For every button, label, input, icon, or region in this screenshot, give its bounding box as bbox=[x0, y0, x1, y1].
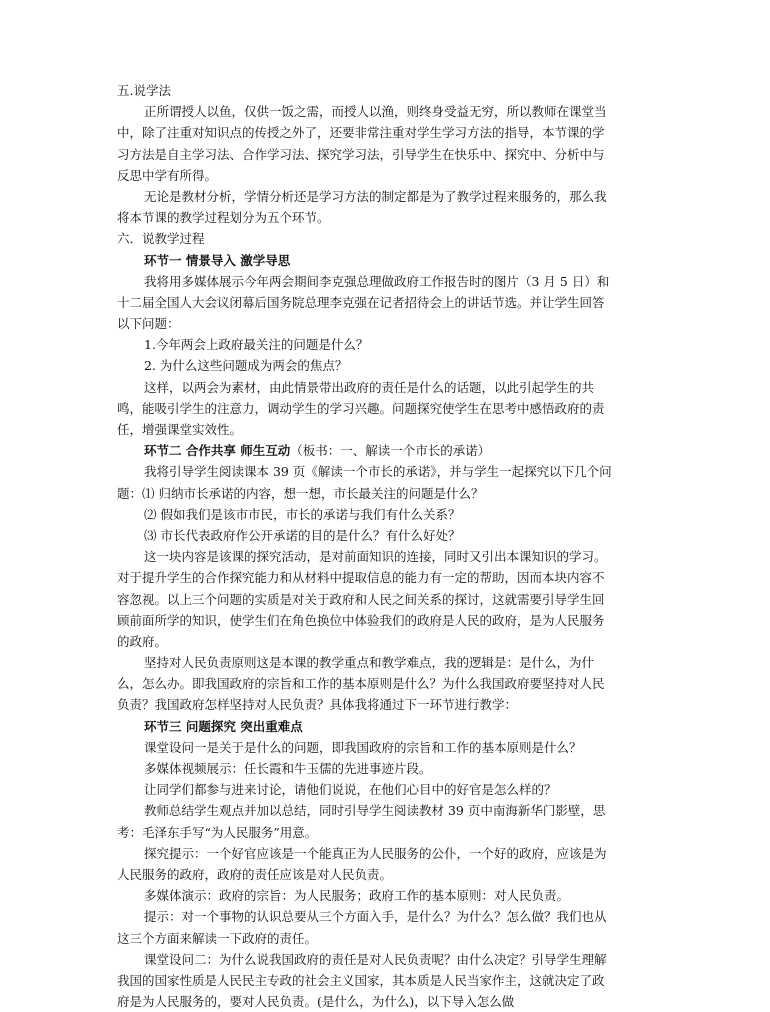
text-line-l2-q2: ⑵ 假如我们是该市市民，市长的承诺与我们有什么关系？ bbox=[144, 506, 461, 522]
text-line-l2-p2-l5: 的政府。 bbox=[117, 633, 168, 649]
text-line-l1-p2-l1: 这样，以两会为素材，由此情景带出政府的责任是什么的话题，以此引起学生的共 bbox=[144, 379, 595, 395]
text-line-s5-title: 五.说学法 bbox=[117, 83, 171, 98]
text-line-l3-p2: 多媒体视频展示：任长霞和牛玉儒的先进事迹片段。 bbox=[144, 761, 432, 776]
text-line-s5-p1-l1: 正所谓授人以鱼，仅供一饭之需，而授人以渔，则终身受益无穷，所以教师在课堂当 bbox=[144, 104, 607, 120]
text-line-l1-q2: 2. 为什么这些问题成为两会的焦点？ bbox=[144, 358, 348, 374]
text-line-l3-p5-l2: 人民服务的政府，政府的责任应该是对人民负责。 bbox=[117, 866, 393, 882]
text-line-s5-p1-l3: 习方法是自主学习法、合作学习法、探究学习法，引导学生在快乐中、探究中、分析中与 bbox=[117, 146, 605, 162]
text-line-l1-title bbox=[117, 250, 653, 271]
text-line-l3-p6: 多媒体演示：政府的宗旨：为人民服务；政府工作的基本原则：对人民负责。 bbox=[144, 888, 570, 904]
text-line-l1-p2-l2: 鸣，能吸引学生的注意力，调动学生的学习兴趣。问题探究使学生在思考中感悟政府的责 bbox=[117, 400, 605, 416]
text-line-l3-p8-l1: 课堂设问二：为什么说我国政府的责任是对人民负责呢？由什么决定？引导学生理解 bbox=[144, 951, 607, 967]
text-line-s5-p2-l2: 将本节课的教学过程划分为五个环节。 bbox=[117, 210, 330, 226]
text-line-l3-p1: 课堂设问一是关于是什么的问题，即我国政府的宗旨和工作的基本原则是什么？ bbox=[144, 739, 582, 755]
text-line-s5-p2-l1: 无论是教材分析，学情分析还是学习方法的制定都是为了教学过程来服务的，那么我 bbox=[144, 188, 607, 204]
text-line-l3-p8-l3: 府是为人民服务的，要对人民负责。(是什么，为什么)，以下导入怎么做 bbox=[117, 994, 515, 1010]
text-line-l2-p1-l2: 题：⑴ 归纳市长承诺的内容，想一想，市长最关注的问题是什么？ bbox=[117, 485, 484, 501]
section-heading-l2-title: 环节二 合作共享 师生互动 bbox=[144, 443, 291, 459]
text-line-l1-p1-l2: 十二届全国人大会议闭幕后国务院总理李克强在记者招待会上的讲话节选。并让学生回答 bbox=[117, 294, 605, 310]
document-page bbox=[117, 80, 653, 1012]
text-line-l2-p2-l4: 顾前面所学的知识，使学生们在角色换位中体验我们的政府是人民的政府，是为人民服务 bbox=[117, 612, 605, 628]
text-line-l3-p5-l1: 探究提示：一个好官应该是一个能真正为人民服务的公仆，一个好的政府，应该是为 bbox=[144, 845, 607, 861]
text-line-l2-p3-l2: 么，怎么办。即我国政府的宗旨和工作的基本原则是什么？为什么我国政府要坚持对人民 bbox=[117, 676, 605, 692]
text-line-l3-p7-l1: 提示：对一个事物的认识总要从三个方面入手，是什么？为什么？怎么做？我们也从 bbox=[144, 909, 607, 925]
text-line-l3-title bbox=[117, 716, 653, 737]
text-line-l2-p2-l3: 容忽视。以上三个问题的实质是对关于政府和人民之间关系的探讨，这就需要引导学生回 bbox=[117, 591, 605, 607]
text-line-l2-p3-l1: 坚持对人民负责原则这是本课的教学重点和教学难点，我的逻辑是：是什么，为什 bbox=[144, 655, 595, 671]
text-line-l2-p3-l3: 负责？我国政府怎样坚持对人民负责？具体我将通过下一环节进行教学： bbox=[117, 697, 518, 713]
text-line-l3-p4-l2: 考：毛泽东手写“为人民服务”用意。 bbox=[117, 824, 318, 840]
text-line-l3-p8-l2: 我国的国家性质是人民民主专政的社会主义国家，其本质是人民当家作主，这就决定了政 bbox=[117, 972, 605, 988]
blackboard-note: （板书：一、解读一个市长的承诺） bbox=[290, 443, 491, 459]
text-line-l1-p1-l1: 我将用多媒体展示今年两会期间李克强总理做政府工作报告时的图片（3 月 5 日）和 bbox=[144, 273, 610, 289]
section-heading-l3-title: 环节三 问题探究 突出重难点 bbox=[144, 718, 303, 734]
text-line-l2-p2-l2: 对于提升学生的合作探究能力和从材料中提取信息的能力有一定的帮助，因而本块内容不 bbox=[117, 570, 605, 586]
text-line-l3-p7-l2: 这三个方面来解读一下政府的责任。 bbox=[117, 930, 318, 946]
text-line-l2-p2-l1: 这一块内容是该课的探究活动，是对前面知识的连接，同时又引出本课知识的学习。 bbox=[144, 549, 607, 565]
text-line-s5-p1-l2: 中，除了注重对知识点的传授之外了，还要非常注重对学生学习方法的指导，本节课的学 bbox=[117, 125, 605, 141]
text-line-l1-q1: 1.今年两会上政府最关注的问题是什么？ bbox=[144, 337, 369, 353]
text-line-l2-q3: ⑶ 市长代表政府作公开承诺的目的是什么？有什么好处？ bbox=[144, 527, 461, 543]
text-line-s5-p1-l4: 反思中学有所得。 bbox=[117, 167, 218, 183]
text-line-s6-title: 六．说教学过程 bbox=[117, 231, 205, 247]
section-heading-l1-title: 环节一 情景导入 激学导思 bbox=[144, 252, 291, 268]
text-line-l2-title bbox=[117, 440, 653, 461]
text-line-l1-p2-l3: 任，增强课堂实效性。 bbox=[117, 422, 243, 437]
text-line-l3-p4-l1: 教师总结学生观点并加以总结，同时引导学生阅读教材 39 页中南海新华门影壁，思 bbox=[144, 803, 606, 819]
text-line-l3-p3: 让同学们都参与进来讨论，请他们说说，在他们心目中的好官是怎么样的？ bbox=[144, 782, 557, 798]
text-line-l2-p1-l1: 我将引导学生阅读课本 39 页《解读一个市长的承诺》，并与学生一起探究以下几个问 bbox=[144, 464, 612, 480]
text-line-l1-p1-l3: 以下问题： bbox=[117, 316, 180, 332]
